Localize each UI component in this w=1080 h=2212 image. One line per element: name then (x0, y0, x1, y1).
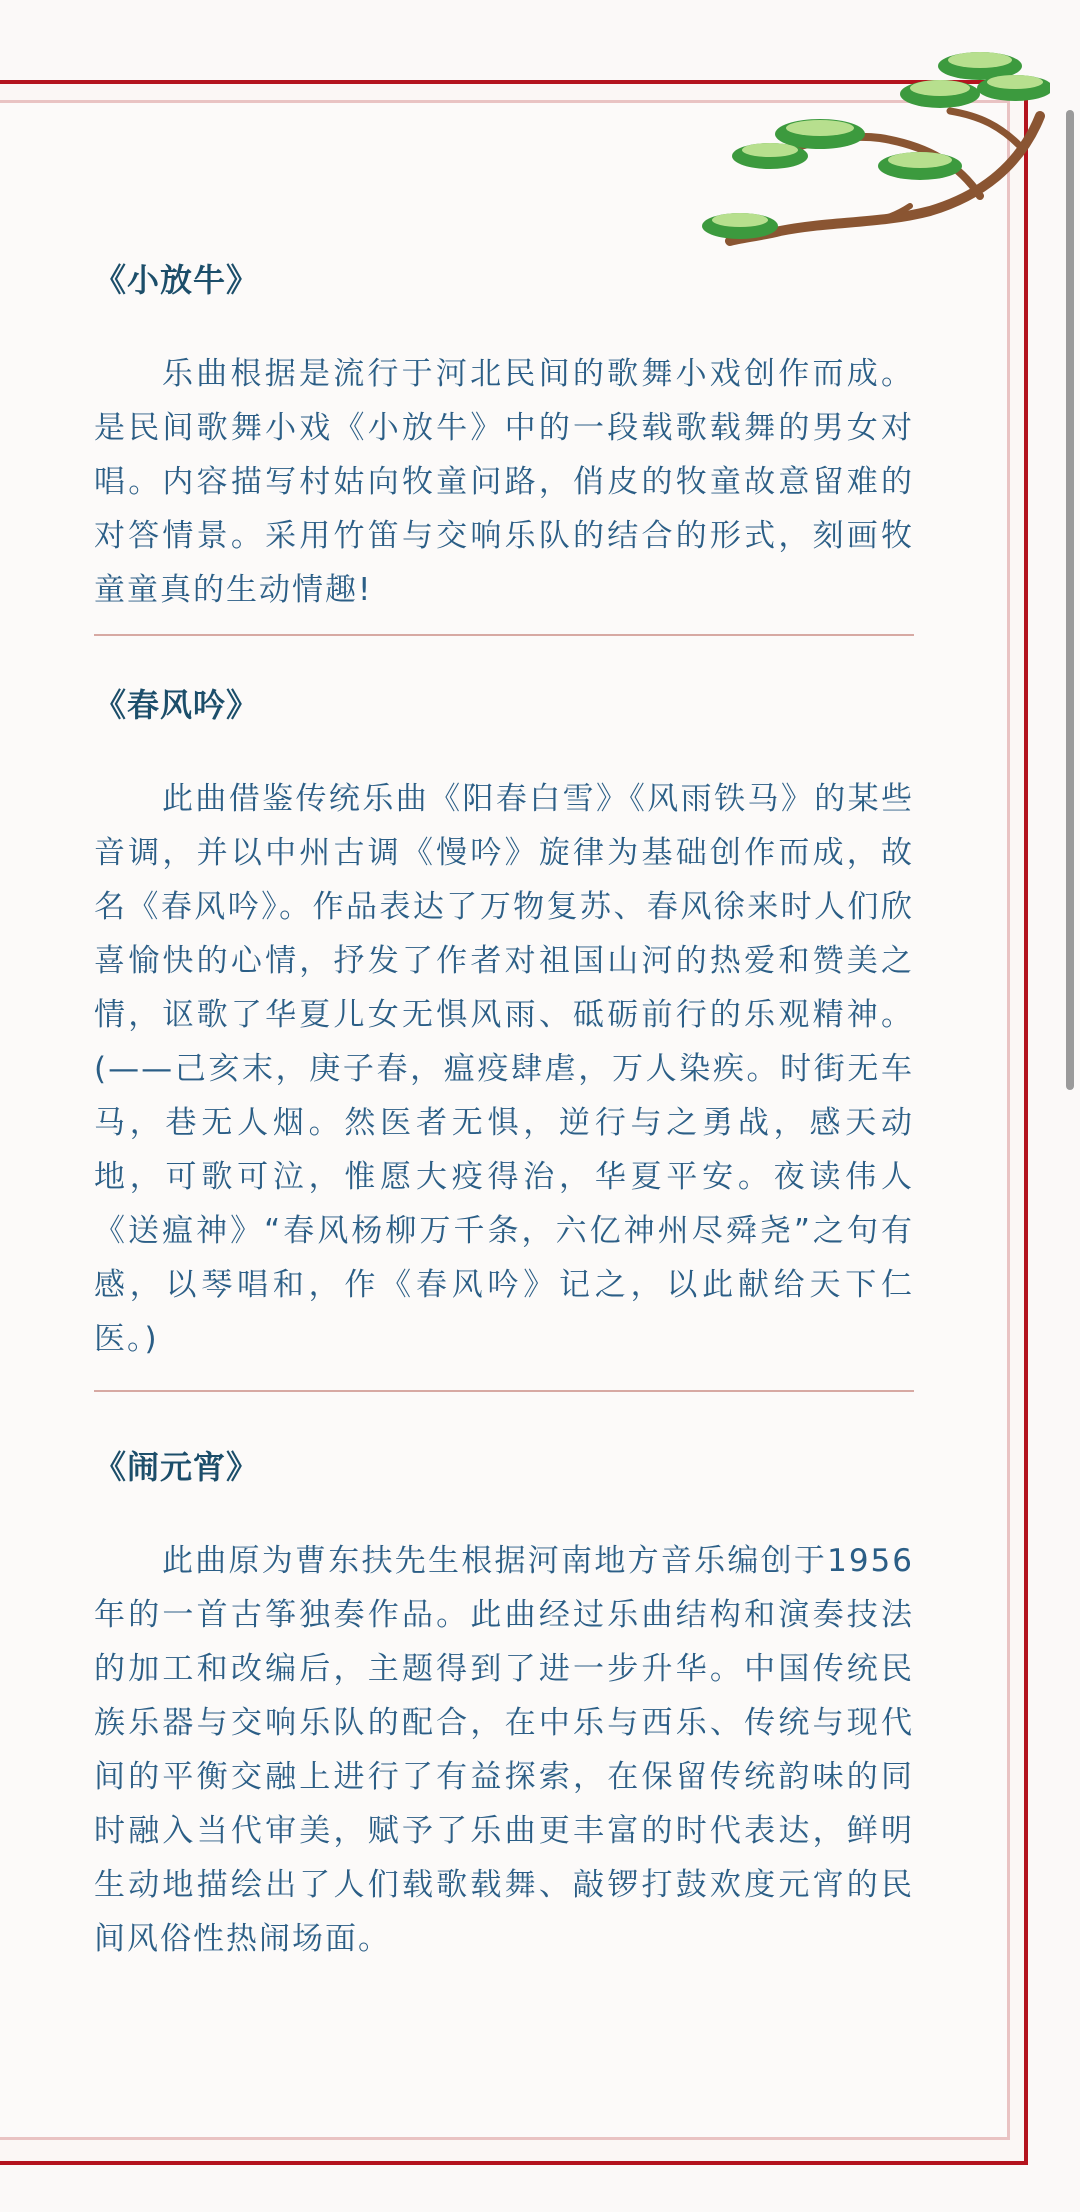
section-paragraph: 乐曲根据是流行于河北民间的歌舞小戏创作而成。是民间歌舞小戏《小放牛》中的一段载歌载舞的男女对唱。内容描写村姑向牧童问路，俏皮的牧童故意留难的对答情景。采用竹笛与交响乐队的结合的形式，刻画牧童童真的生动情趣! (94, 356, 914, 608)
pine-branch-icon (680, 46, 1050, 286)
section-title: 《小放牛》 (94, 261, 260, 299)
divider (94, 634, 914, 636)
section-paragraph: 此曲借鉴传统乐曲《阳春白雪》《风雨铁马》的某些音调，并以中州古调《慢吟》旋律为基础创作而成，故名《春风吟》。作品表达了万物复苏、春风徐来时人们欣喜愉快的心情，抒发了作者对祖国山河的热爱和赞美之情，讴歌了华夏儿女无惧风雨、砥砺前行的乐观精神。(——己亥末，庚子春，瘟疫肆虐，万人染疾。时街无车马，巷无人烟。然医者无惧，逆行与之勇战，感天动地，可歌可泣，惟愿大疫得治，华夏平安。夜读伟人《送瘟神》“春风杨柳万千条，六亿神州尽舜尧”之句有感，以琴唱和，作《春风吟》记之，以此献给天下仁医。) (94, 781, 914, 1357)
section-chunfengyin (94, 680, 914, 1366)
divider (94, 1390, 914, 1392)
section-naoyuanxiao (94, 1442, 914, 1966)
section-paragraph: 此曲原为曹东扶先生根据河南地方音乐编创于1956 年的一首古筝独奏作品。此曲经过乐曲结构和演奏技法的加工和改编后，主题得到了进一步升华。中国传统民族乐器与交响乐队的配合，在中乐与西乐、传统与现代间的平衡交融上进行了有益探索，在保留传统韵味的同时融入当代审美，赋予了乐曲更丰富的时代表达，鲜明生动地描绘出了人们载歌载舞、敲锣打鼓欢度元宵的民间风俗性热闹场面。 (94, 1543, 914, 1957)
scrollbar[interactable] (1066, 110, 1074, 1090)
section-xiaofangniu (94, 255, 914, 617)
section-title: 《闹元宵》 (94, 1448, 260, 1486)
section-title: 《春风吟》 (94, 686, 260, 724)
